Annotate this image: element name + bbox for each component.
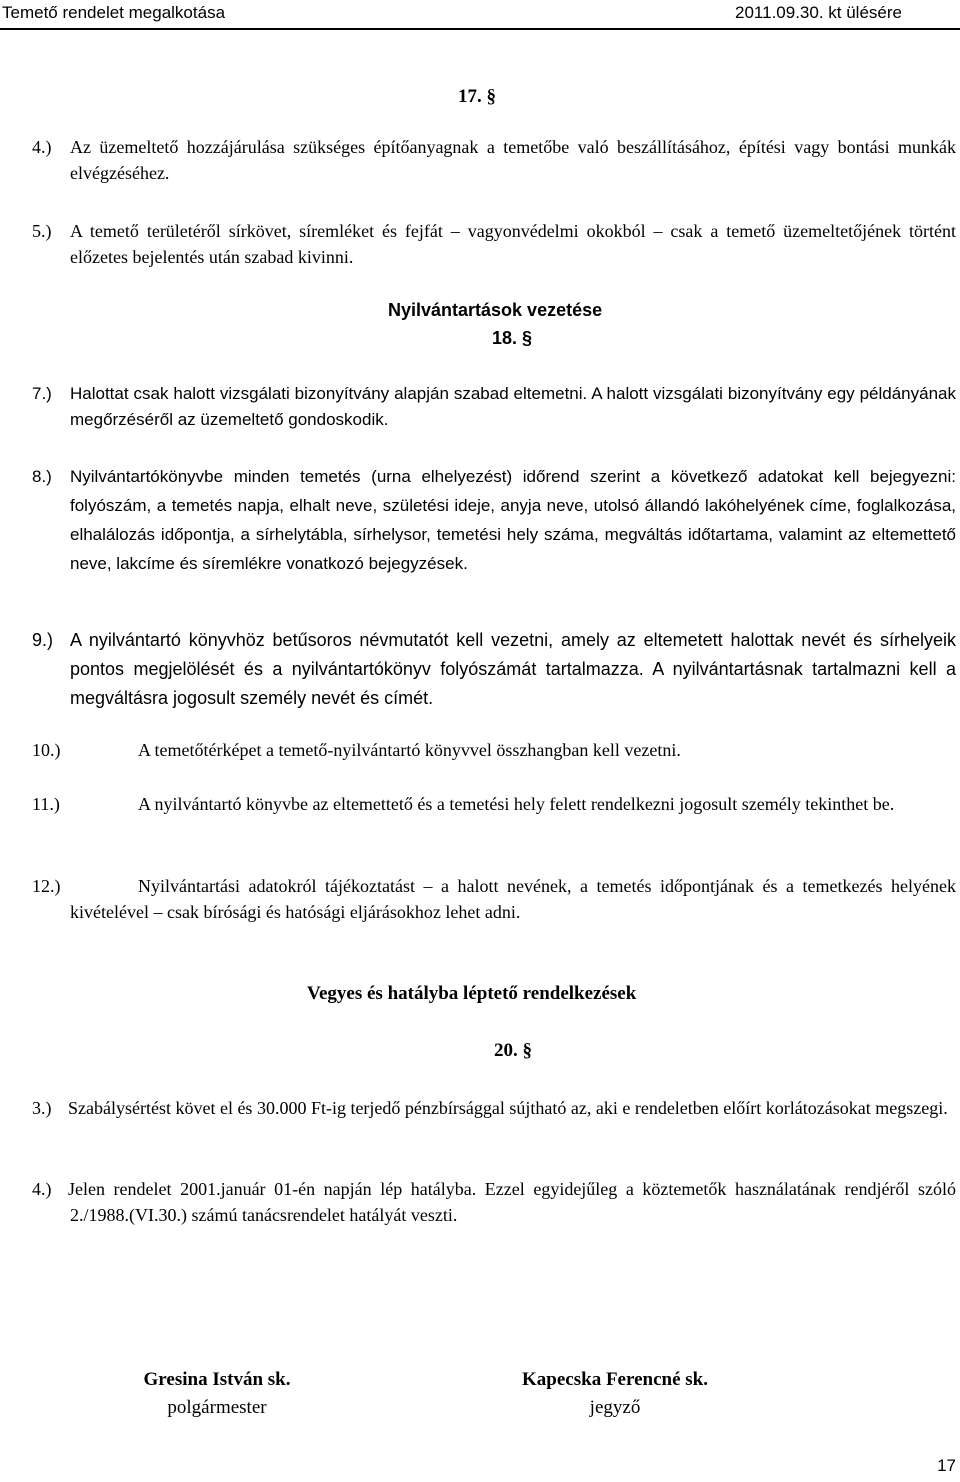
signature-mayor — [112, 1366, 322, 1422]
paragraph-text: Nyilvántartási adatokról tájékoztatást – a halott nevének, a temetés időpontjának és a temetkezés helyének kivételével – csak bírósági és hatósági eljárásokhoz lehet adni. — [70, 876, 956, 922]
page-number: 17 — [937, 1456, 956, 1475]
paragraph-number: 7.) — [32, 384, 52, 403]
paragraph-7-burial-certificate — [32, 381, 956, 433]
signature-notary — [480, 1366, 750, 1422]
paragraph-text: Halottat csak halott vizsgálati bizonyítvány alapján szabad eltemetni. A halott vizsgálati bizonyítvány egy példányának megőrzéséről az üzemeltető gondoskodik. — [70, 384, 956, 429]
paragraph-number: 4.) — [32, 1179, 52, 1199]
signatory-name: Gresina István sk. — [143, 1369, 291, 1390]
paragraph-3-offence — [32, 1095, 956, 1121]
paragraph-text: Nyilvántartókönyvbe minden temetés (urna elhelyezést) időrend szerint a következő adatokat kell bejegyezni: folyószám, a temetés napja, elhalt neve, születési ideje, anyja neve, utolsó állandó lakóhelyének címe, foglalkozása, elhalálozás időpontja, a sírhelytábla, sírhelysor, temetési hely száma, megváltás időtartama, valamint az eltemettető neve, lakcíme és síremlékre vonatkozó bejegyzések. — [70, 467, 956, 573]
paragraph-text: A nyilvántartó könyvhöz betűsoros névmutatót kell vezetni, amely az eltemetett halottak nevét és sírhelyeik pontos megjelölését és a nyilvántartókönyv folyószámát tartalmazza. A nyilvántartásnak tartalmazni kell a megváltásra jogosult személy nevét és címét. — [70, 630, 956, 708]
paragraph-4-contractor-consent — [32, 134, 956, 186]
paragraph-number: 8.) — [32, 467, 52, 486]
section-sign: § — [522, 328, 533, 348]
paragraph-text: Jelen rendelet 2001.január 01-én napján lép hatályba. Ezzel egyidejűleg a köztemetők használatának rendjéről szóló 2./1988.(VI.30.) számú tanácsrendelet hatályát veszti. — [68, 1179, 956, 1225]
header-document-title: Temető rendelet megalkotása — [2, 3, 226, 22]
paragraph-number: 9.) — [32, 630, 54, 650]
paragraph-text: A temető területéről sírkövet, síremléket és fejfát – vagyonvédelmi okokból – csak a temető üzemeltetőjének történt előzetes bejelentés után szabad kivinni. — [70, 221, 956, 267]
paragraph-number: 10.) — [32, 740, 61, 760]
paragraph-number: 3.) — [32, 1098, 52, 1118]
paragraph-8-register-data — [32, 462, 956, 578]
signatory-name: Kapecska Ferencné sk. — [522, 1369, 708, 1390]
page-header — [0, 0, 960, 30]
paragraph-text: Szabálysértést követ el és 30.000 Ft-ig terjedő pénzbírsággal sújtható az, aki e rendeletben előírt korlátozásokat megszegi. — [68, 1098, 948, 1118]
paragraph-text: A temetőtérképet a temető-nyilvántartó könyvvel összhangban kell vezetni. — [138, 740, 681, 760]
paragraph-4-entry-into-force — [32, 1176, 956, 1228]
paragraph-number: 5.) — [32, 221, 52, 241]
section-title-records: Nyilvántartások vezetése — [388, 300, 603, 320]
paragraph-number: 11.) — [32, 794, 60, 814]
section-title-final-provisions: Vegyes és hatályba léptető rendelkezések — [307, 983, 637, 1004]
paragraph-12-information — [32, 873, 956, 925]
section-heading-18: 18. § — [492, 328, 533, 348]
paragraph-number: 12.) — [32, 876, 61, 896]
header-meeting-date: 2011.09.30. kt ülésére — [735, 3, 902, 22]
paragraph-text: Az üzemeltető hozzájárulása szükséges építőanyagnak a temetőbe való beszállításához, építési vagy bontási munkák elvégzéséhez. — [70, 137, 956, 183]
paragraph-number: 4.) — [32, 137, 52, 157]
section-sign: § — [522, 1040, 532, 1061]
section-sign: § — [486, 86, 496, 107]
paragraph-10-cemetery-map — [32, 737, 956, 763]
paragraph-11-access — [32, 791, 956, 817]
paragraph-5-removal — [32, 218, 956, 270]
signatory-role: polgármester — [167, 1397, 267, 1418]
paragraph-9-name-index — [32, 626, 956, 713]
signatory-role: jegyző — [589, 1397, 641, 1418]
section-heading-17: 17. § — [458, 86, 496, 107]
paragraph-text: A nyilvántartó könyvbe az eltemettető és a temetési hely felett rendelkezni jogosult személy tekinthet be. — [138, 794, 895, 814]
section-heading-20: 20. § — [494, 1040, 532, 1061]
